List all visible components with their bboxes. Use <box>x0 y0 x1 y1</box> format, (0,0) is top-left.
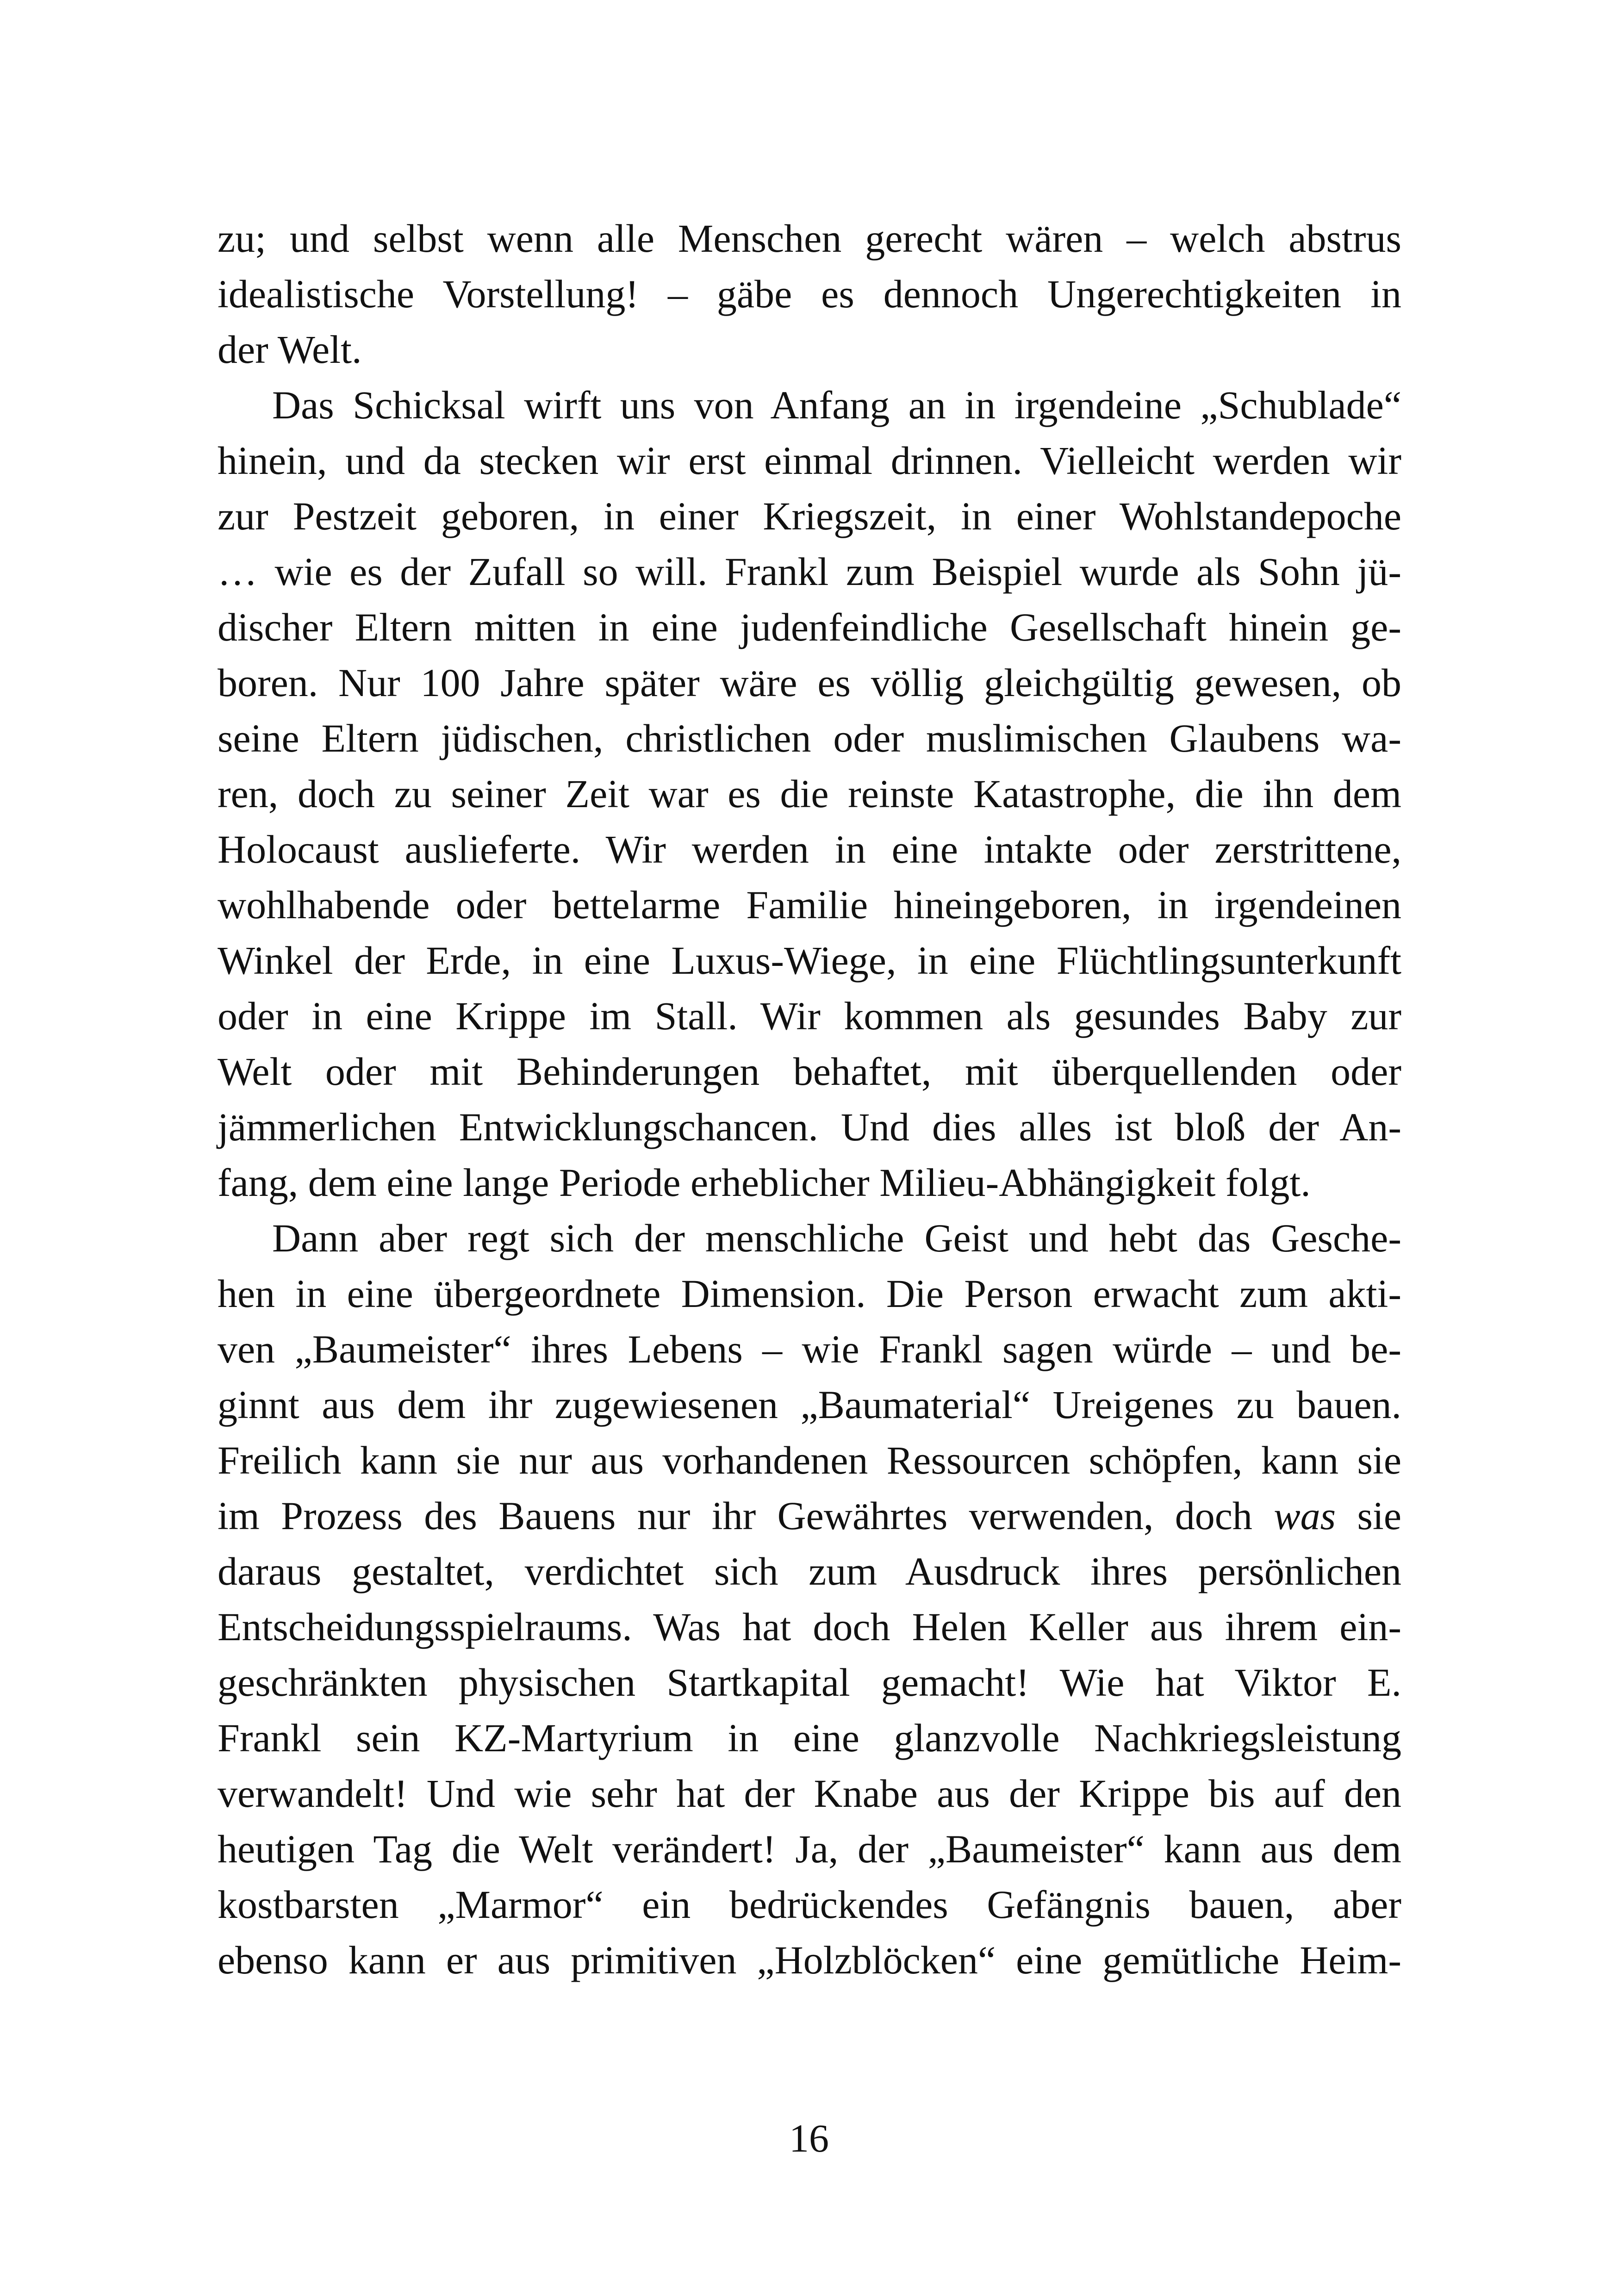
text-line: oder in eine Krippe im Stall. Wir kommen als gesundes Baby zur <box>218 994 1401 1038</box>
text-line: … wie es der Zufall so will. Frankl zum Beispiel wurde als Sohn jü- <box>218 549 1401 594</box>
body-text <box>218 211 1401 1988</box>
page-number: 16 <box>789 2116 829 2160</box>
text-line: Frankl sein KZ-Martyrium in eine glanzvolle Nachkriegsleistung <box>218 1716 1401 1760</box>
text-line: Das Schicksal wirft uns von Anfang an in irgendeine „Schublade“ <box>272 383 1401 427</box>
text-line: ebenso kann er aus primitiven „Holzblöcken“ eine gemütliche Heim- <box>218 1938 1401 1982</box>
text-line: jämmerlichen Entwicklungschancen. Und dies alles ist bloß der An- <box>218 1105 1401 1149</box>
text-line: ren, doch zu seiner Zeit war es die reinste Katastrophe, die ihn dem <box>218 772 1401 816</box>
paragraph-3 <box>218 1210 1401 1988</box>
emphasized-word: was <box>1274 1493 1336 1538</box>
text-line: geschränkten physischen Startkapital gemacht! Wie hat Viktor E. <box>218 1660 1401 1705</box>
text-line: ginnt aus dem ihr zugewiesenen „Baumaterial“ Ureigenes zu bauen. <box>218 1382 1401 1427</box>
text-line: discher Eltern mitten in eine judenfeindliche Gesellschaft hinein ge- <box>218 605 1401 649</box>
text-line: heutigen Tag die Welt verändert! Ja, der „Baumeister“ kann aus dem <box>218 1827 1401 1871</box>
text-line: ven „Baumeister“ ihres Lebens – wie Frankl sagen würde – und be- <box>218 1327 1401 1371</box>
text-line-with-italic: im Prozess des Bauens nur ihr Gewährtes verwenden, doch was sie <box>218 1493 1401 1538</box>
text-line: verwandelt! Und wie sehr hat der Knabe aus der Krippe bis auf den <box>218 1771 1401 1816</box>
text-line: zu; und selbst wenn alle Menschen gerecht wären – welch abstrus <box>218 216 1401 261</box>
text-line: kostbarsten „Marmor“ ein bedrückendes Gefängnis bauen, aber <box>218 1882 1401 1927</box>
text-line: seine Eltern jüdischen, christlichen oder muslimischen Glaubens wa- <box>218 716 1401 760</box>
text-line: Dann aber regt sich der menschliche Geist und hebt das Gesche- <box>272 1216 1401 1260</box>
text-line: hen in eine übergeordnete Dimension. Die Person erwacht zum akti- <box>218 1271 1401 1316</box>
text-line: Winkel der Erde, in eine Luxus-Wiege, in eine Flüchtlingsunterkunft <box>218 938 1401 983</box>
paragraph-2 <box>218 377 1401 1210</box>
text-line: wohlhabende oder bettelarme Familie hineingeboren, in irgendeinen <box>218 883 1401 927</box>
paragraph-1 <box>218 211 1401 377</box>
text-line: Welt oder mit Behinderungen behaftet, mit überquellenden oder <box>218 1049 1401 1094</box>
text-line: daraus gestaltet, verdichtet sich zum Ausdruck ihres persönlichen <box>218 1549 1401 1593</box>
text-line: der Welt. <box>218 327 362 372</box>
text-line: fang, dem eine lange Periode erheblicher Milieu-Abhängigkeit folgt. <box>218 1160 1311 1205</box>
text-line: Entscheidungsspielraums. Was hat doch Helen Keller aus ihrem ein- <box>218 1605 1401 1649</box>
text-line: Freilich kann sie nur aus vorhandenen Ressourcen schöpfen, kann sie <box>218 1438 1401 1482</box>
text-line: zur Pestzeit geboren, in einer Kriegszeit, in einer Wohlstandepoche <box>218 494 1401 538</box>
text-line: hinein, und da stecken wir erst einmal drinnen. Vielleicht werden wir <box>218 438 1401 483</box>
text-line: Holocaust auslieferte. Wir werden in eine intakte oder zerstrittene, <box>218 827 1401 871</box>
text-line: idealistische Vorstellung! – gäbe es dennoch Ungerechtigkeiten in <box>218 272 1401 316</box>
text-line: boren. Nur 100 Jahre später wäre es völlig gleichgültig gewesen, ob <box>218 660 1401 705</box>
